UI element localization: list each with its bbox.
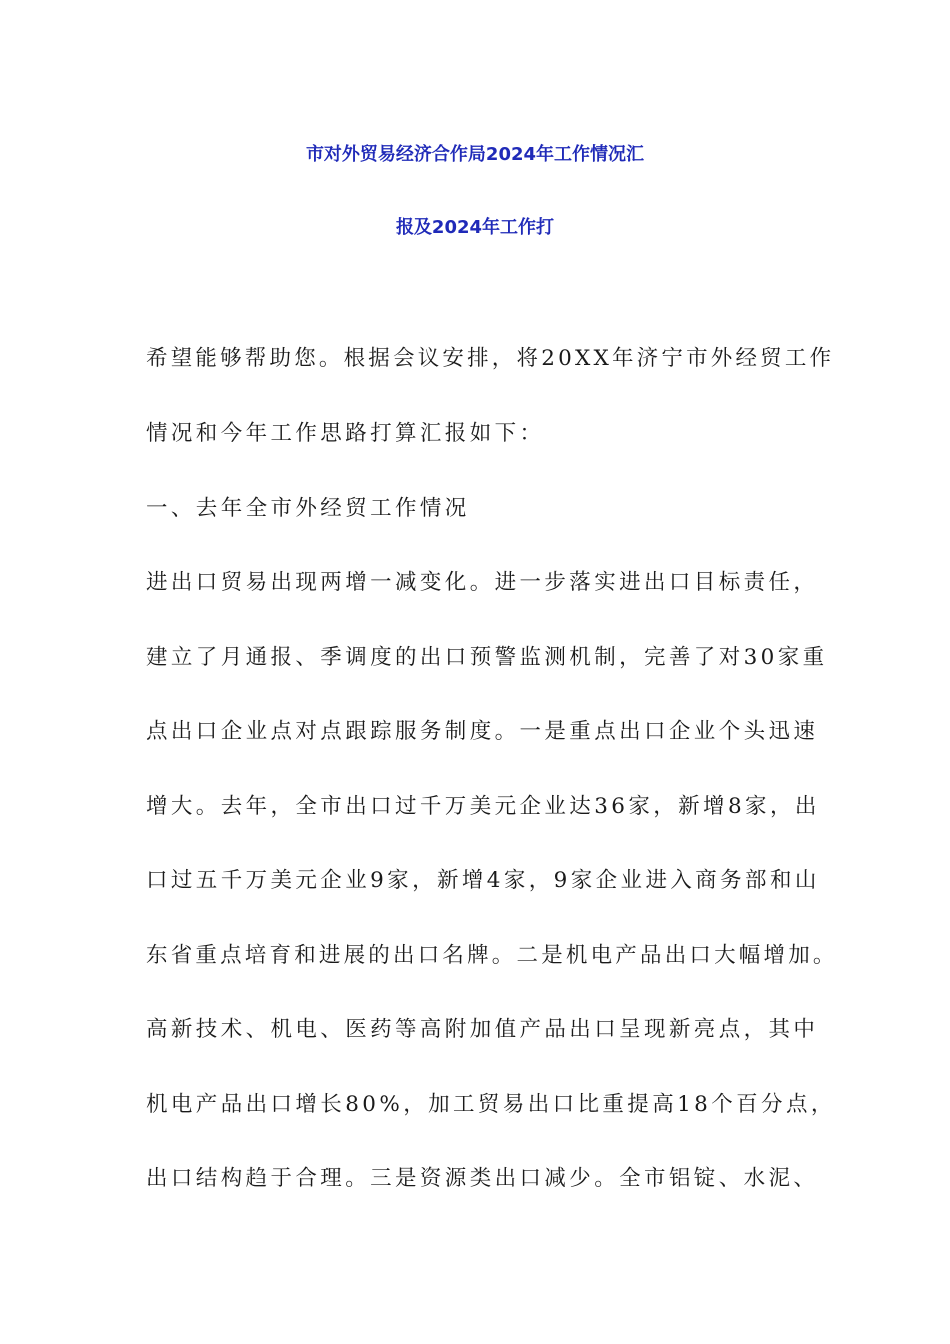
body-line-2: 情况和今年工作思路打算汇报如下：	[146, 421, 545, 446]
body-line-12: 出口结构趋于合理。三是资源类出口减少。全市铝锭、水泥、	[146, 1166, 819, 1191]
body-line-6: 点出口企业点对点跟踪服务制度。一是重点出口企业个头迅速	[146, 719, 819, 744]
body-line-11: 机电产品出口增长80%，加工贸易出口比重提高18个百分点，	[146, 1092, 836, 1117]
body-line-1: 希望能够帮助您。根据会议安排，将20XX年济宁市外经贸工作	[146, 346, 835, 371]
document-title-line-2: 报及2024年工作打	[395, 217, 555, 238]
body-line-5: 建立了月通报、季调度的出口预警监测机制，完善了对30家重	[146, 645, 828, 670]
body-line-7: 增大。去年，全市出口过千万美元企业达36家，新增8家，出	[146, 794, 820, 819]
document-title-line-1: 市对外贸易经济合作局2024年工作情况汇	[305, 144, 645, 165]
body-line-9: 东省重点培育和进展的出口名牌。二是机电产品出口大幅增加。	[146, 943, 838, 968]
section-heading: 一、去年全市外经贸工作情况	[146, 496, 470, 521]
body-line-10: 高新技术、机电、医药等高附加值产品出口呈现新亮点，其中	[146, 1017, 819, 1042]
body-line-8: 口过五千万美元企业9家，新增4家，9家企业进入商务部和山	[146, 868, 820, 893]
body-line-4: 进出口贸易出现两增一减变化。进一步落实进出口目标责任，	[146, 570, 819, 595]
